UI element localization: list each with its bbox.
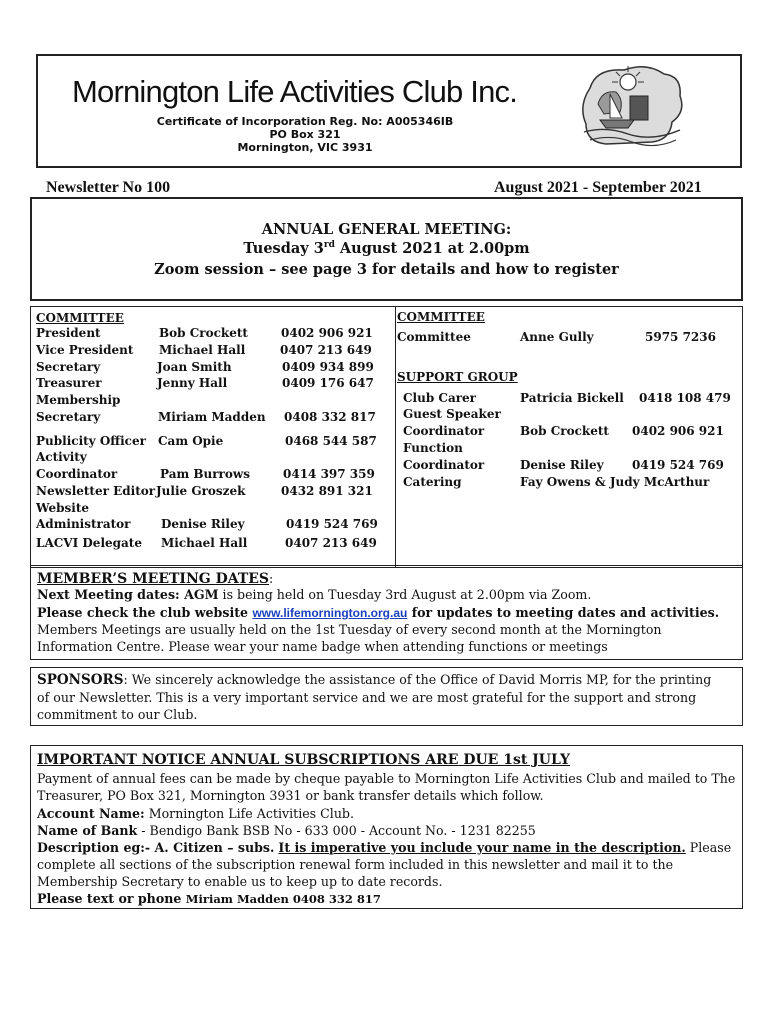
certificate-line: Certificate of Incorporation Reg. No: A005346IB [156,115,454,128]
agm-date-b: August 2021 at 2.00pm [334,240,530,257]
committee-right-role: Committee [397,330,471,344]
next-meeting-text: is being held on Tuesday 3rd August at 2.00pm via Zoom. [218,587,592,602]
committee-role: Administrator [36,517,131,531]
description-rest: Please complete all sections of the subscription renewal form included in this newsletter and mail it to the Membership Secretary to enable us to keep up to date records. [37,840,732,889]
committee-role: Coordinator [36,467,118,481]
support-group-heading: SUPPORT GROUP [397,370,518,384]
po-box-line: PO Box 321 [269,128,341,141]
committee-phone: 0407 213 649 [280,343,372,357]
meetings-heading: MEMBER’S MEETING DATES [37,571,270,587]
committee-role: Membership [36,393,121,407]
committee-name: Cam Opie [158,434,224,448]
next-meeting-label: Next Meeting dates: AGM [37,587,219,602]
account-line [37,805,354,822]
agm-line-2 [32,240,741,257]
support-role: Function [403,441,463,455]
committee-role: Secretary [36,360,101,374]
committee-name: Michael Hall [159,343,246,357]
meetings-heading-line [37,568,273,587]
committee-role: Secretary [36,410,101,424]
agm-date-sup: rd [323,240,335,251]
contact-a: Please text or phone [37,891,186,906]
committee-phone: 0409 934 899 [282,360,374,374]
committee-name: Bob Crockett [159,326,248,340]
committee-phone: 0414 397 359 [283,467,375,481]
contact-line [37,890,381,908]
support-role: Club Carer [403,391,477,405]
support-phone: 0402 906 921 [632,424,724,438]
newsletter-date: August 2021 - September 2021 [494,179,702,196]
committee-name: Denise Riley [161,517,245,531]
sponsors-label: SPONSORS [37,672,124,688]
support-role: Coordinator [403,424,485,438]
subscriptions-heading: IMPORTANT NOTICE ANNUAL SUBSCRIPTIONS ARE DUE 1st JULY [37,752,570,768]
support-role: Guest Speaker [403,407,501,421]
committee-right-name: Anne Gully [520,330,594,344]
agm-line-3: Zoom session – see page 3 for details and how to register [154,261,619,278]
committee-role: Vice President [36,343,134,357]
sponsors-box [30,667,743,726]
agm-line-1: ANNUAL GENERAL MEETING: [261,221,512,238]
support-phone: 0419 524 769 [632,458,724,472]
committee-role: Newsletter Editor [36,484,156,498]
committee-role: Website [36,501,90,515]
support-phone: 0418 108 479 [639,391,731,405]
meetings-info: Members Meetings are usually held on the 1st Tuesday of every second month at the Mornington Information Centre. Please wear your name badge when attending functions or meetings [37,622,662,654]
committee-right-phone: 5975 7236 [645,330,716,344]
club-website-link[interactable]: www.lifemornington.org.au [252,606,408,620]
committee-name: Julie Groszek [156,484,246,498]
support-name: Denise Riley [520,458,604,472]
committee-right-heading: COMMITTEE [397,310,485,324]
check-website-a: Please check the club website [37,605,253,620]
committee-phone: 0402 906 921 [281,326,373,340]
next-meeting-line [37,586,591,603]
support-role: Catering [403,475,462,489]
support-name: Fay Owens & Judy McArthur [520,475,710,489]
check-website-line [37,604,719,622]
suburb-line: Mornington, VIC 3931 [237,141,373,154]
committee-name: Pam Burrows [160,467,250,481]
committee-name: Michael Hall [161,536,248,550]
bank-value: - Bendigo Bank BSB No - 633 000 - Account No. - 1231 82255 [137,823,536,838]
committee-phone: 0409 176 647 [282,376,374,390]
sponsors-text-block [37,671,727,723]
agm-box [30,197,743,301]
account-label: Account Name: [37,806,145,821]
committee-role: Activity [36,450,87,464]
committee-divider [395,306,396,568]
newsletter-number: Newsletter No 100 [46,179,171,196]
club-title: Mornington Life Activities Club Inc. [72,74,518,109]
bank-label: Name of Bank [37,823,138,838]
agm-date-a: Tuesday 3 [243,240,324,257]
committee-phone: 0407 213 649 [285,536,377,550]
committee-phone: 0408 332 817 [284,410,376,424]
support-name: Patricia Bickell [520,391,624,405]
committee-role: Publicity Officer [36,434,146,448]
support-role: Coordinator [403,458,485,472]
account-value: Mornington Life Activities Club. [144,806,354,821]
description-block [37,839,737,890]
committee-name: Joan Smith [157,360,232,374]
committee-role: Treasurer [36,376,102,390]
subscriptions-box [30,745,743,909]
check-website-b: for updates to meeting dates and activities. [407,605,720,620]
committee-phone: 0419 524 769 [286,517,378,531]
org-details [140,115,470,154]
club-logo-illustration [576,60,686,154]
bank-line [37,822,536,839]
support-name: Bob Crockett [520,424,609,438]
committee-name: Jenny Hall [157,376,228,390]
sponsors-text: : We sincerely acknowledge the assistance of the Office of David Morris MP, for the printing of our Newsletter. This is a very important service and we are most grateful for the support and strong commitment to our Club. [37,672,712,722]
committee-name: Miriam Madden [158,410,266,424]
contact-b: Miriam Madden 0408 332 817 [185,892,381,906]
meetings-box [30,565,743,660]
meetings-heading-colon: : [269,571,274,586]
committee-role: LACVI Delegate [36,536,142,550]
description-emphasis: It is imperative you include your name in the description. [278,840,686,855]
description-label: Description eg:- A. Citizen – subs. [37,840,275,855]
committee-role: President [36,326,101,340]
subscriptions-payment: Payment of annual fees can be made by cheque payable to Mornington Life Activities Club and mailed to The Treasurer, PO Box 321, Mornington 3931 or bank transfer details which follow. [37,771,736,803]
committee-left-heading: COMMITTEE [36,311,124,325]
committee-phone: 0468 544 587 [285,434,377,448]
committee-phone: 0432 891 321 [281,484,373,498]
